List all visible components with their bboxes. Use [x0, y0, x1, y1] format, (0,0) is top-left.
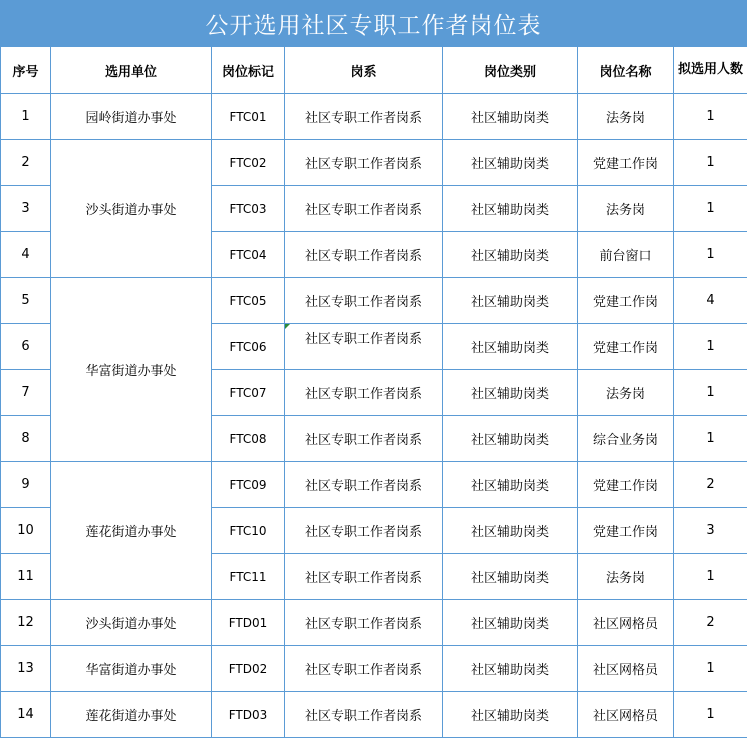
cell-code[interactable]: FTC11: [212, 554, 285, 600]
cell-series[interactable]: 社区专职工作者岗系: [285, 600, 443, 646]
cell-count[interactable]: 1: [674, 186, 747, 232]
cell-seq[interactable]: 11: [1, 554, 51, 600]
cell-series[interactable]: 社区专职工作者岗系: [285, 462, 443, 508]
cell-code[interactable]: FTC10: [212, 508, 285, 554]
cell-seq[interactable]: 6: [1, 324, 51, 370]
cell-category[interactable]: 社区辅助岗类: [443, 370, 578, 416]
cell-name[interactable]: 法务岗: [578, 554, 674, 600]
cell-unit[interactable]: 华富街道办事处: [51, 278, 212, 462]
cell-count[interactable]: 1: [674, 416, 747, 462]
cell-unit[interactable]: 沙头街道办事处: [51, 600, 212, 646]
cell-series[interactable]: 社区专职工作者岗系: [285, 370, 443, 416]
cell-count[interactable]: 1: [674, 692, 747, 738]
cell-unit[interactable]: 莲花街道办事处: [51, 692, 212, 738]
cell-unit[interactable]: 莲花街道办事处: [51, 462, 212, 600]
cell-name[interactable]: 法务岗: [578, 94, 674, 140]
cell-seq[interactable]: 4: [1, 232, 51, 278]
cell-count[interactable]: 1: [674, 232, 747, 278]
cell-count[interactable]: 1: [674, 324, 747, 370]
cell-category[interactable]: 社区辅助岗类: [443, 692, 578, 738]
cell-category[interactable]: 社区辅助岗类: [443, 186, 578, 232]
table-row: [1, 140, 747, 186]
table-row: [1, 692, 747, 738]
cell-category[interactable]: 社区辅助岗类: [443, 416, 578, 462]
cell-count[interactable]: 1: [674, 646, 747, 692]
cell-code[interactable]: FTC03: [212, 186, 285, 232]
header-category[interactable]: 岗位类别: [443, 47, 578, 94]
cell-series[interactable]: 社区专职工作者岗系: [285, 278, 443, 324]
table-title: 公开选用社区专职工作者岗位表: [0, 0, 747, 46]
cell-series[interactable]: 社区专职工作者岗系: [285, 554, 443, 600]
cell-category[interactable]: 社区辅助岗类: [443, 278, 578, 324]
cell-series[interactable]: 社区专职工作者岗系: [285, 692, 443, 738]
cell-code[interactable]: FTC01: [212, 94, 285, 140]
cell-code[interactable]: FTC04: [212, 232, 285, 278]
cell-count[interactable]: 4: [674, 278, 747, 324]
cell-series[interactable]: [285, 324, 443, 370]
cell-category[interactable]: 社区辅助岗类: [443, 646, 578, 692]
cell-code[interactable]: FTD03: [212, 692, 285, 738]
positions-table: [0, 46, 747, 738]
cell-category[interactable]: 社区辅助岗类: [443, 324, 578, 370]
header-count[interactable]: 拟选用人数: [674, 47, 747, 94]
cell-name[interactable]: 法务岗: [578, 370, 674, 416]
cell-seq[interactable]: 9: [1, 462, 51, 508]
cell-name[interactable]: 党建工作岗: [578, 278, 674, 324]
cell-series[interactable]: 社区专职工作者岗系: [285, 140, 443, 186]
header-series[interactable]: 岗系: [285, 47, 443, 94]
cell-seq[interactable]: 2: [1, 140, 51, 186]
cell-code[interactable]: FTC05: [212, 278, 285, 324]
cell-code[interactable]: FTC06: [212, 324, 285, 370]
cell-seq[interactable]: 10: [1, 508, 51, 554]
cell-seq[interactable]: 12: [1, 600, 51, 646]
cell-count[interactable]: 1: [674, 370, 747, 416]
cell-category[interactable]: 社区辅助岗类: [443, 94, 578, 140]
cell-count[interactable]: 1: [674, 140, 747, 186]
cell-code[interactable]: FTC07: [212, 370, 285, 416]
cell-category[interactable]: 社区辅助岗类: [443, 554, 578, 600]
cell-name[interactable]: 前台窗口: [578, 232, 674, 278]
cell-count[interactable]: 1: [674, 94, 747, 140]
header-seq[interactable]: 序号: [1, 47, 51, 94]
header-code[interactable]: 岗位标记: [212, 47, 285, 94]
cell-unit[interactable]: 华富街道办事处: [51, 646, 212, 692]
cell-seq[interactable]: 5: [1, 278, 51, 324]
cell-code[interactable]: FTD02: [212, 646, 285, 692]
cell-count[interactable]: 1: [674, 554, 747, 600]
cell-code[interactable]: FTC02: [212, 140, 285, 186]
table-row: [1, 462, 747, 508]
cell-name[interactable]: 法务岗: [578, 186, 674, 232]
cell-name[interactable]: 党建工作岗: [578, 462, 674, 508]
cell-series[interactable]: 社区专职工作者岗系: [285, 416, 443, 462]
cell-name[interactable]: 社区网格员: [578, 646, 674, 692]
cell-seq[interactable]: 14: [1, 692, 51, 738]
cell-name[interactable]: 党建工作岗: [578, 140, 674, 186]
cell-category[interactable]: 社区辅助岗类: [443, 600, 578, 646]
cell-code[interactable]: FTD01: [212, 600, 285, 646]
cell-series[interactable]: 社区专职工作者岗系: [285, 646, 443, 692]
table-row: [1, 600, 747, 646]
cell-category[interactable]: 社区辅助岗类: [443, 462, 578, 508]
cell-series[interactable]: 社区专职工作者岗系: [285, 94, 443, 140]
header-unit[interactable]: 选用单位: [51, 47, 212, 94]
comment-marker-icon: [285, 324, 290, 329]
cell-seq[interactable]: 3: [1, 186, 51, 232]
cell-count[interactable]: 3: [674, 508, 747, 554]
cell-name[interactable]: 综合业务岗: [578, 416, 674, 462]
cell-name[interactable]: 党建工作岗: [578, 508, 674, 554]
header-name[interactable]: 岗位名称: [578, 47, 674, 94]
cell-code[interactable]: FTC09: [212, 462, 285, 508]
cell-code[interactable]: FTC08: [212, 416, 285, 462]
cell-name[interactable]: 社区网格员: [578, 600, 674, 646]
table-row: [1, 278, 747, 324]
cell-unit[interactable]: 园岭街道办事处: [51, 94, 212, 140]
cell-seq[interactable]: 1: [1, 94, 51, 140]
table-row: [1, 94, 747, 140]
cell-seq[interactable]: 13: [1, 646, 51, 692]
cell-category[interactable]: 社区辅助岗类: [443, 140, 578, 186]
cell-series[interactable]: 社区专职工作者岗系: [285, 232, 443, 278]
cell-unit[interactable]: 沙头街道办事处: [51, 140, 212, 278]
cell-count[interactable]: 2: [674, 462, 747, 508]
cell-count[interactable]: 2: [674, 600, 747, 646]
cell-category[interactable]: 社区辅助岗类: [443, 508, 578, 554]
header-row: [1, 47, 747, 94]
cell-series[interactable]: 社区专职工作者岗系: [285, 186, 443, 232]
cell-name[interactable]: 党建工作岗: [578, 324, 674, 370]
cell-category[interactable]: 社区辅助岗类: [443, 232, 578, 278]
table-row: [1, 646, 747, 692]
cell-seq[interactable]: 8: [1, 416, 51, 462]
cell-series[interactable]: 社区专职工作者岗系: [285, 508, 443, 554]
cell-series-text: 社区专职工作者岗系: [305, 332, 422, 347]
cell-name[interactable]: 社区网格员: [578, 692, 674, 738]
cell-seq[interactable]: 7: [1, 370, 51, 416]
